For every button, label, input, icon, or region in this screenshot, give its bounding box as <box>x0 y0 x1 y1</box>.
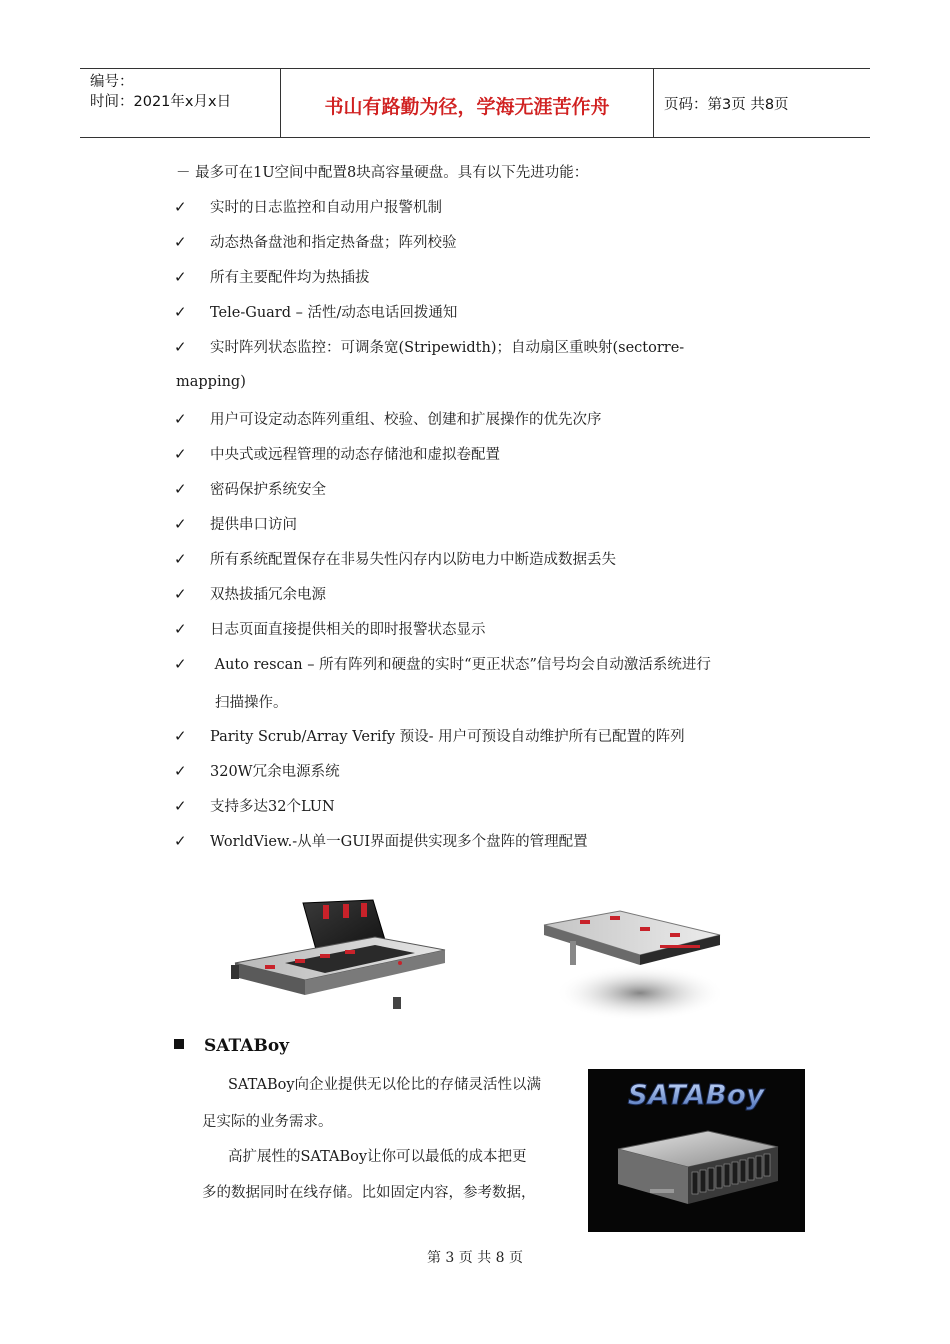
page-header-table <box>80 68 870 138</box>
feature-text: 双热拔插冗余电源 <box>210 587 326 603</box>
checkmark-icon: ✓ <box>174 762 187 780</box>
checkmark-icon: ✓ <box>174 338 187 356</box>
checkmark-icon: ✓ <box>174 832 187 850</box>
feature-item <box>174 583 326 604</box>
feature-text: 320W冗余电源系统 <box>210 764 340 780</box>
product-image-closed <box>540 905 730 1025</box>
feature-text: WorldView.-从单一GUI界面提供实现多个盘阵的管理配置 <box>210 834 588 850</box>
feature-text: Parity Scrub/Array Verify 预设- 用户可预设自动维护所有已配置的阵列 <box>210 729 685 745</box>
feature-item <box>174 548 616 569</box>
feature-text: 提供串口访问 <box>210 517 297 533</box>
feature-item <box>174 408 602 429</box>
number-label: 编号： <box>90 74 134 90</box>
sataboy-product-image <box>588 1069 805 1232</box>
feature-item <box>174 513 297 534</box>
feature-text: 动态热备盘池和指定热备盘；阵列校验 <box>210 235 457 251</box>
feature-item <box>174 760 340 781</box>
feature-item <box>174 443 500 464</box>
checkmark-icon: ✓ <box>174 797 187 815</box>
feature-text: 所有主要配件均为热插拔 <box>210 270 370 286</box>
checkmark-icon: ✓ <box>174 727 187 745</box>
checkmark-icon: ✓ <box>174 303 187 321</box>
feature-text-continued: 扫描操作。 <box>215 695 288 711</box>
header-left-cell <box>80 69 281 137</box>
feature-item <box>174 478 326 499</box>
feature-item <box>174 653 711 674</box>
checkmark-icon: ✓ <box>174 585 187 603</box>
feature-item <box>174 301 457 322</box>
feature-item <box>174 795 335 816</box>
section-title-sataboy: SATABoy <box>174 1036 289 1056</box>
feature-item <box>174 266 370 287</box>
checkmark-icon: ✓ <box>174 655 187 673</box>
feature-item <box>174 725 685 746</box>
header-motto: 书山有路勤为径，学海无涯苦作舟 <box>281 69 654 137</box>
feature-item <box>174 336 684 357</box>
checkmark-icon: ✓ <box>174 198 187 216</box>
checkmark-icon: ✓ <box>174 268 187 286</box>
feature-text: 支持多达32个LUN <box>210 799 335 815</box>
checkmark-icon: ✓ <box>174 445 187 463</box>
section-paragraph-1-cont: 足实际的业务需求。 <box>202 1114 333 1130</box>
checkmark-icon: ✓ <box>174 620 187 638</box>
checkmark-icon: ✓ <box>174 410 187 428</box>
feature-text: 实时的日志监控和自动用户报警机制 <box>210 200 442 216</box>
section-paragraph-2-cont: 多的数据同时在线存储。比如固定内容，参考数据， <box>202 1185 536 1201</box>
feature-item <box>174 231 457 252</box>
checkmark-icon: ✓ <box>174 515 187 533</box>
section-paragraph-1: SATABoy向企业提供无以伦比的存储灵活性以满 <box>228 1077 542 1093</box>
feature-text: 中央式或远程管理的动态存储池和虚拟卷配置 <box>210 447 500 463</box>
product-image-open-lid <box>225 895 450 1020</box>
checkmark-icon: ✓ <box>174 480 187 498</box>
feature-text: 密码保护系统安全 <box>210 482 326 498</box>
header-page-label: 页码：第3页 共8页 <box>664 96 789 113</box>
section-paragraph-2: 高扩展性的SATABoy让你可以最低的成本把更 <box>228 1149 527 1165</box>
page-footer: 第 3 页 共 8 页 <box>426 1250 524 1266</box>
feature-text: 实时阵列状态监控：可调条宽(Stripewidth)；自动扇区重映射(sectorre- <box>210 340 685 356</box>
feature-text-continued: mapping) <box>176 374 246 390</box>
feature-text: 所有系统配置保存在非易失性闪存内以防电力中断造成数据丢失 <box>210 552 616 568</box>
date-label: 时间：2021年x月x日 <box>90 94 232 110</box>
feature-item <box>174 618 486 639</box>
checkmark-icon: ✓ <box>174 233 187 251</box>
feature-item <box>174 196 442 217</box>
sataboy-logo: SATABoy <box>627 1078 765 1111</box>
square-bullet-icon <box>174 1039 184 1049</box>
feature-text: 用户可设定动态阵列重组、校验、创建和扩展操作的优先次序 <box>210 412 602 428</box>
intro-line: － 最多可在1U空间中配置8块高容量硬盘。具有以下先进功能： <box>176 165 589 181</box>
checkmark-icon: ✓ <box>174 550 187 568</box>
feature-text: Tele-Guard – 活性/动态电话回拨通知 <box>210 305 458 321</box>
feature-text: Auto rescan – 所有阵列和硬盘的实时“更正状态”信号均会自动激活系统进行 <box>210 657 711 673</box>
feature-text: 日志页面直接提供相关的即时报警状态显示 <box>210 622 486 638</box>
feature-item <box>174 830 588 851</box>
